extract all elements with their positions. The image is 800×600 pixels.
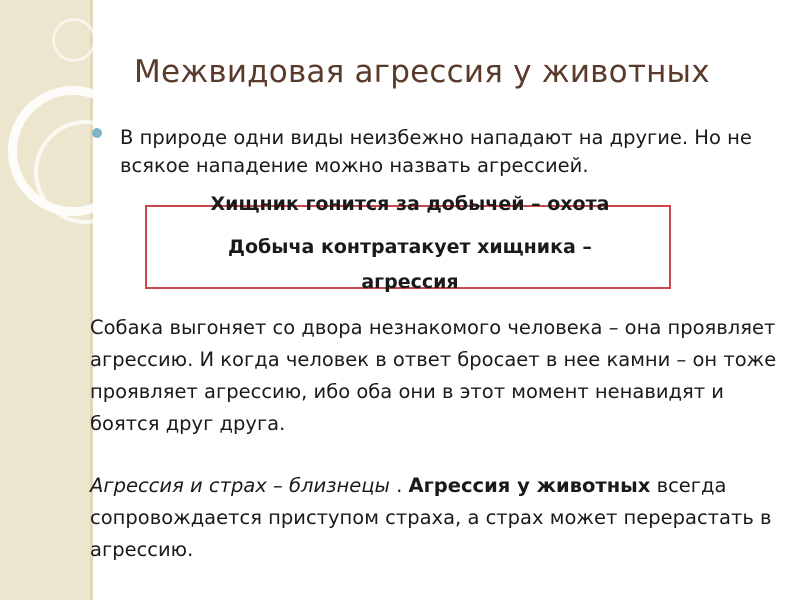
separator: . [389, 474, 409, 497]
box-line-hunt: Хищник гонится за добычей – охота [210, 193, 610, 215]
dog-example-paragraph: Собака выгоняет со двора незнакомого человека – она проявляет агрессию. И когда человек в ответ бросает в нее камни – он тоже проявляет агрессию, ибо оба они в этот момент ненавидят и боятся друг друга. [90, 316, 777, 435]
intro-text: В природе одни виды неизбежно нападают на другие. Но не всякое нападение можно назвать агрессией. [120, 126, 752, 177]
fear-rest-text: всегда сопровождается приступом страха, а страх может перерастать в агрессию. [90, 474, 772, 561]
decorative-ring-small [52, 18, 96, 62]
box-line-counterattack: Добыча контратакует хищника – [228, 236, 592, 258]
fear-aggression-paragraph [90, 470, 790, 566]
twins-phrase: Агрессия и страх – близнецы [90, 474, 390, 497]
aggression-animals-phrase: Агрессия у животных [408, 474, 651, 497]
box-line-aggression: агрессия [361, 271, 459, 293]
bullet-dot-icon [92, 128, 102, 138]
slide-title: Межвидовая агрессия у животных [134, 54, 710, 90]
